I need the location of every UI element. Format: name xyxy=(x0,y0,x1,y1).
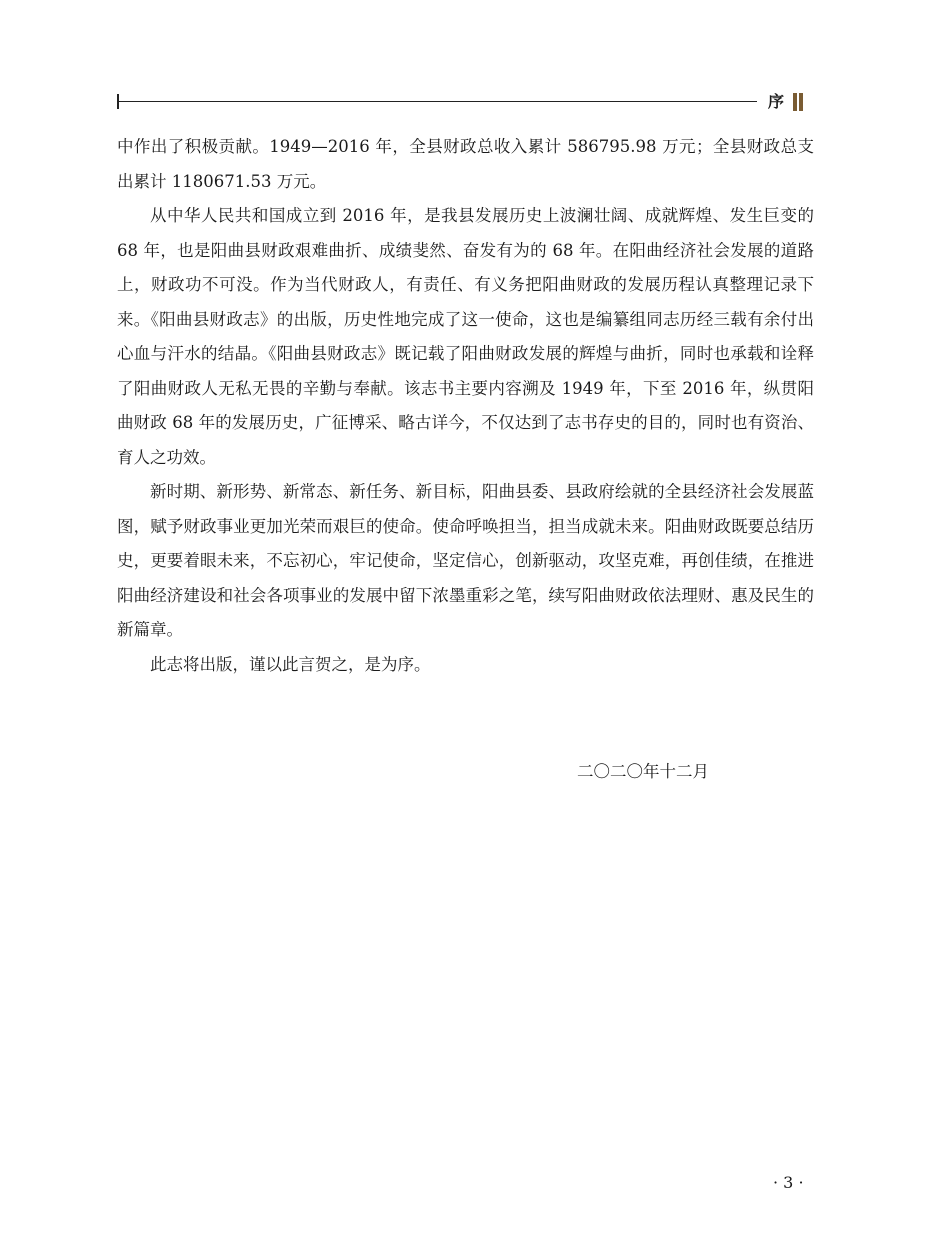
paragraph: 此志将出版，谨以此言贺之，是为序。 xyxy=(150,654,431,674)
body-text xyxy=(117,130,814,682)
page-number: · 3 · xyxy=(773,1173,804,1192)
paragraph: 新时期、新形势、新常态、新任务、新目标，阳曲县委、县政府绘就的全县经济社会发展蓝图，赋予财政事业更加光荣而艰巨的使命。使命呼唤担当，担当成就未来。阳曲财政既要总结历史，更要着眼未来，不忘初心，牢记使命，坚定信心，创新驱动，攻坚克难，再创佳绩，在推进阳曲经济建设和社会各项事业的发展中留下浓墨重彩之笔，续写阳曲财政依法理财、惠及民生的新篇章。 xyxy=(117,482,814,639)
header-ornament-bar xyxy=(793,93,797,111)
header-rule xyxy=(117,101,757,102)
header-rule-end-tick xyxy=(117,94,119,109)
paragraph: 从中华人民共和国成立到 2016 年，是我县发展历史上波澜壮阔、成就辉煌、发生巨变的 68 年，也是阳曲县财政艰难曲折、成绩斐然、奋发有为的 68 年。在阳曲经济社会发展的道路上，财政功不可没。作为当代财政人，有责任、有义务把阳曲财政的发展历程认真整理记录下来。《阳曲县财政志》的出版，历史性地完成了这一使命，这也是编纂组同志历经三载有余付出心血与汗水的结晶。《阳曲县财政志》既记载了阳曲财政发展的辉煌与曲折，同时也承载和诠释了阳曲财政人无私无畏的辛勤与奉献。该志书主要内容溯及 1949 年，下至 2016 年，纵贯阳曲财政 68 年的发展历史，广征博采、略古详今，不仅达到了志书存史的目的，同时也有资治、育人之功效。 xyxy=(117,206,814,467)
running-header-label: 序 xyxy=(768,92,785,111)
header-ornament-bar xyxy=(799,93,803,111)
signature-date: 二〇二〇年十二月 xyxy=(577,762,709,781)
paragraph: 中作出了积极贡献。1949—2016 年，全县财政总收入累计 586795.98 万元；全县财政总支出累计 1180671.53 万元。 xyxy=(117,137,814,191)
